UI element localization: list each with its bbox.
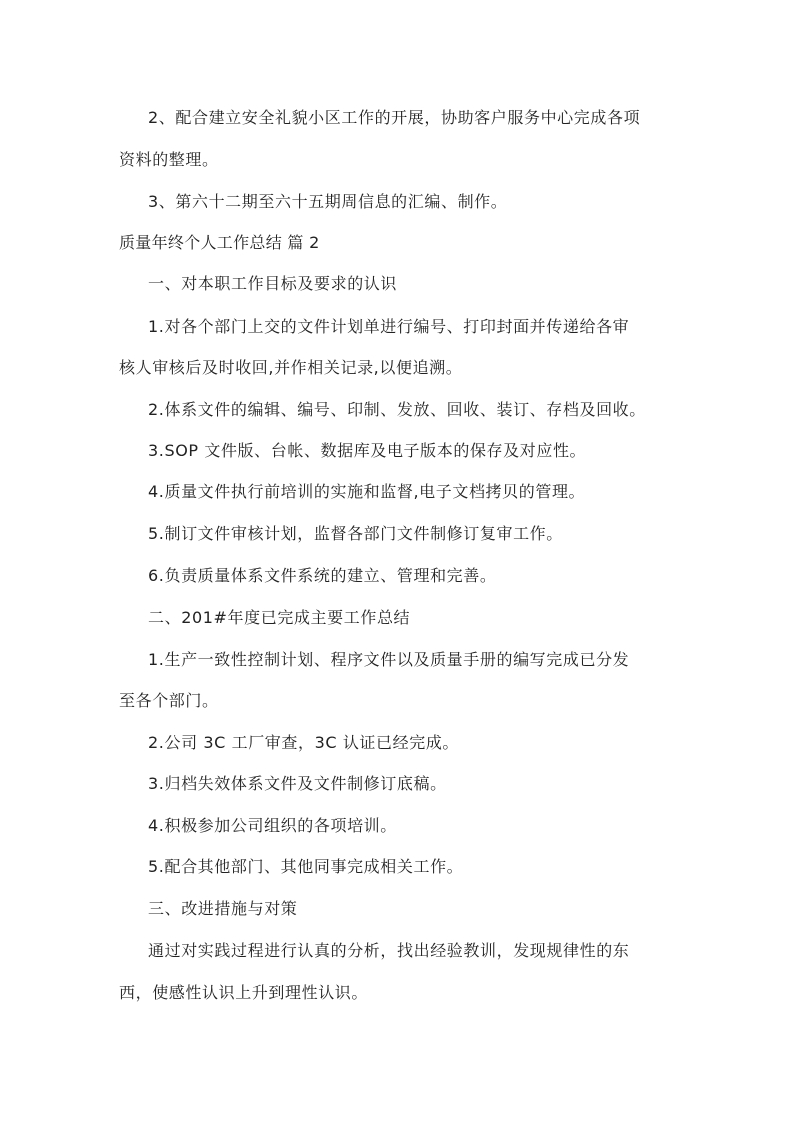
- article-title: 质量年终个人工作总结 篇 2: [119, 233, 320, 252]
- section2-item-1: 1.生产一致性控制计划、程序文件以及质量手册的编写完成已分发: [148, 650, 630, 669]
- section-heading-1: 一、对本职工作目标及要求的认识: [148, 274, 398, 293]
- section-heading-2: 二、201#年度已完成主要工作总结: [148, 608, 411, 627]
- section1-item-1-continuation: 核人审核后及时收回,并作相关记录,以便追溯。: [119, 358, 463, 377]
- section1-item-5: 5.制订文件审核计划，监督各部门文件制修订复审工作。: [148, 524, 563, 543]
- section1-item-2: 2.体系文件的编辑、编号、印制、发放、回收、装订、存档及回收。: [148, 400, 646, 419]
- section2-item-3: 3.归档失效体系文件及文件制修订底稿。: [148, 774, 447, 793]
- paragraph-item-2-continuation: 资料的整理。: [119, 150, 219, 169]
- section2-item-5: 5.配合其他部门、其他同事完成相关工作。: [148, 857, 464, 876]
- paragraph-item-3: 3、第六十二期至六十五期周信息的汇编、制作。: [148, 192, 508, 211]
- section1-item-1: 1.对各个部门上交的文件计划单进行编号、打印封面并传递给各审: [148, 317, 630, 336]
- section3-paragraph: 通过对实践过程进行认真的分析，找出经验教训，发现规律性的东: [148, 941, 630, 960]
- section-heading-3: 三、改进措施与对策: [148, 899, 298, 918]
- section2-item-1-continuation: 至各个部门。: [119, 691, 219, 710]
- section1-item-4: 4.质量文件执行前培训的实施和监督,电子文档拷贝的管理。: [148, 482, 586, 501]
- section2-item-2: 2.公司 3C 工厂审查，3C 认证已经完成。: [148, 733, 460, 752]
- section1-item-6: 6.负责质量体系文件系统的建立、管理和完善。: [148, 566, 497, 585]
- section3-paragraph-continuation: 西，使感性认识上升到理性认识。: [119, 983, 369, 1002]
- paragraph-item-2: 2、配合建立安全礼貌小区工作的开展，协助客户服务中心完成各项: [148, 108, 641, 127]
- section2-item-4: 4.积极参加公司组织的各项培训。: [148, 816, 397, 835]
- section1-item-3: 3.SOP 文件版、台帐、数据库及电子版本的保存及对应性。: [148, 441, 587, 460]
